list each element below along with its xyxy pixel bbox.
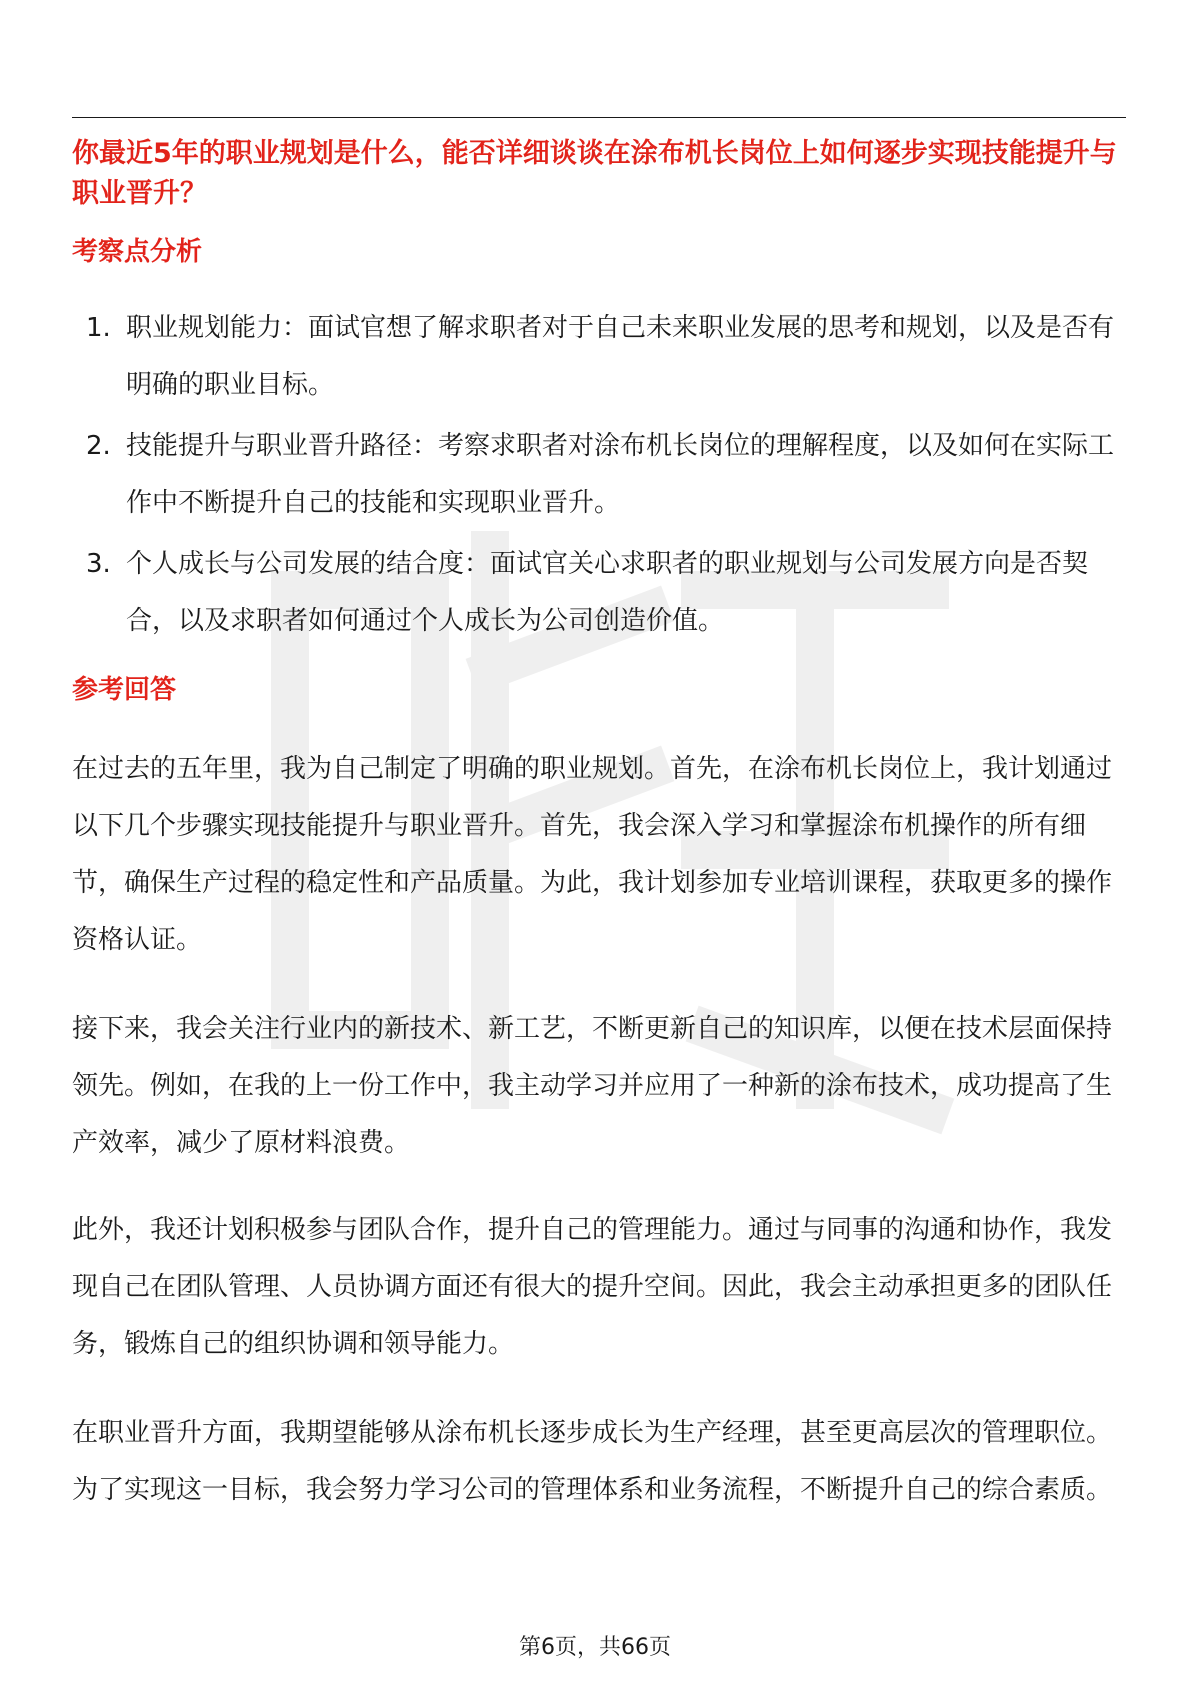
analysis-item-text: 职业规划能力：面试官想了解求职者对于自己未来职业发展的思考和规划，以及是否有明确的职业目标。 [126, 313, 1115, 400]
analysis-item-number: 3. [86, 549, 111, 579]
analysis-item [72, 536, 1132, 650]
analysis-list [72, 300, 1132, 654]
question-title: 你最近5年的职业规划是什么，能否详细谈谈在涂布机长岗位上如何逐步实现技能提升与职业晋升？ [72, 138, 1117, 209]
top-divider [72, 117, 1126, 118]
analysis-item-number: 2. [86, 431, 111, 461]
answer-heading: 参考回答 [72, 675, 177, 705]
answer-paragraph-text: 此外，我还计划积极参与团队合作，提升自己的管理能力。通过与同事的沟通和协作，我发现自己在团队管理、人员协调方面还有很大的提升空间。因此，我会主动承担更多的团队任务，锻炼自己的组织协调和领导能力。 [72, 1215, 1113, 1359]
analysis-item [72, 300, 1132, 414]
answer-paragraph-text: 接下来，我会关注行业内的新技术、新工艺，不断更新自己的知识库，以便在技术层面保持领先。例如，在我的上一份工作中，我主动学习并应用了一种新的涂布技术，成功提高了生产效率，减少了原材料浪费。 [72, 1014, 1113, 1158]
answer-paragraph [72, 1202, 1132, 1373]
analysis-item [72, 418, 1132, 532]
analysis-item-text: 个人成长与公司发展的结合度：面试官关心求职者的职业规划与公司发展方向是否契合，以及求职者如何通过个人成长为公司创造价值。 [126, 549, 1089, 636]
answer-paragraph [72, 1405, 1132, 1519]
analysis-heading: 考察点分析 [72, 237, 203, 267]
analysis-item-number: 1. [86, 313, 111, 343]
answer-paragraph-text: 在过去的五年里，我为自己制定了明确的职业规划。首先，在涂布机长岗位上，我计划通过以下几个步骤实现技能提升与职业晋升。首先，我会深入学习和掌握涂布机操作的所有细节，确保生产过程的稳定性和产品质量。为此，我计划参加专业培训课程，获取更多的操作资格认证。 [72, 754, 1113, 955]
answer-paragraph [72, 741, 1132, 969]
answer-paragraph [72, 1001, 1132, 1172]
analysis-item-text: 技能提升与职业晋升路径：考察求职者对涂布机长岗位的理解程度，以及如何在实际工作中不断提升自己的技能和实现职业晋升。 [126, 431, 1115, 518]
answer-paragraph-text: 在职业晋升方面，我期望能够从涂布机长逐步成长为生产经理，甚至更高层次的管理职位。为了实现这一目标，我会努力学习公司的管理体系和业务流程，不断提升自己的综合素质。 [72, 1418, 1113, 1505]
page-number-footer: 第6页，共66页 [519, 1635, 671, 1660]
